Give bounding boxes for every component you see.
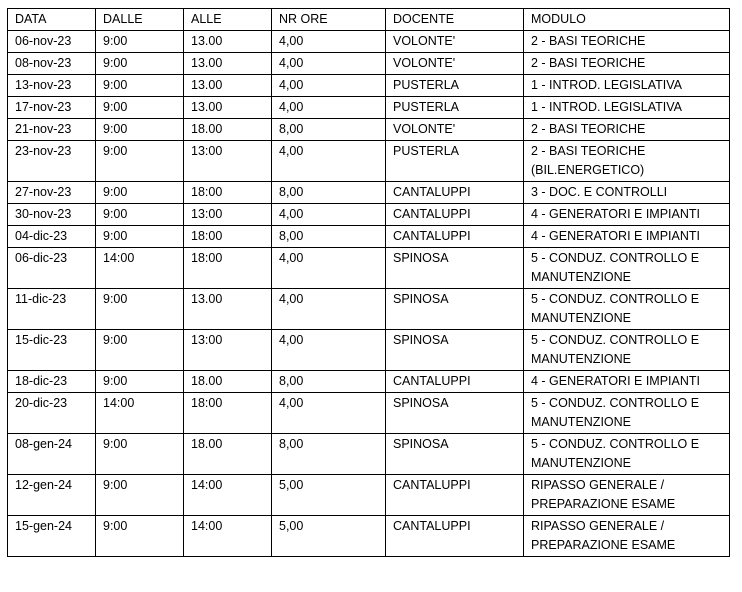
table-row <box>8 141 730 182</box>
cell-data: 08-gen-24 <box>8 434 96 475</box>
cell-nr-ore: 4,00 <box>272 393 386 434</box>
table-row <box>8 248 730 289</box>
table-row <box>8 31 730 53</box>
table-row <box>8 119 730 141</box>
table-row <box>8 75 730 97</box>
cell-dalle: 14:00 <box>96 393 184 434</box>
cell-nr-ore: 4,00 <box>272 75 386 97</box>
cell-modulo: 4 - GENERATORI E IMPIANTI <box>524 371 730 393</box>
cell-docente: CANTALUPPI <box>386 226 524 248</box>
cell-dalle: 9:00 <box>96 434 184 475</box>
cell-docente: SPINOSA <box>386 393 524 434</box>
cell-docente: SPINOSA <box>386 248 524 289</box>
header-modulo: MODULO <box>524 9 730 31</box>
cell-dalle: 9:00 <box>96 31 184 53</box>
table-row <box>8 226 730 248</box>
cell-data: 06-dic-23 <box>8 248 96 289</box>
cell-docente: CANTALUPPI <box>386 516 524 557</box>
header-nr-ore: NR ORE <box>272 9 386 31</box>
cell-modulo: RIPASSO GENERALE / PREPARAZIONE ESAME <box>524 516 730 557</box>
cell-nr-ore: 4,00 <box>272 141 386 182</box>
cell-modulo: 5 - CONDUZ. CONTROLLO E MANUTENZIONE <box>524 393 730 434</box>
cell-data: 06-nov-23 <box>8 31 96 53</box>
cell-alle: 18:00 <box>184 393 272 434</box>
cell-dalle: 9:00 <box>96 330 184 371</box>
cell-alle: 18.00 <box>184 371 272 393</box>
cell-docente: CANTALUPPI <box>386 182 524 204</box>
schedule-table-header <box>8 9 730 31</box>
cell-data: 12-gen-24 <box>8 475 96 516</box>
cell-modulo: 1 - INTROD. LEGISLATIVA <box>524 97 730 119</box>
cell-dalle: 9:00 <box>96 204 184 226</box>
cell-data: 17-nov-23 <box>8 97 96 119</box>
cell-modulo: 4 - GENERATORI E IMPIANTI <box>524 204 730 226</box>
schedule-table-body <box>8 31 730 557</box>
cell-docente: VOLONTE' <box>386 119 524 141</box>
cell-modulo: 5 - CONDUZ. CONTROLLO E MANUTENZIONE <box>524 289 730 330</box>
cell-nr-ore: 8,00 <box>272 226 386 248</box>
cell-dalle: 9:00 <box>96 516 184 557</box>
table-row <box>8 289 730 330</box>
table-row <box>8 475 730 516</box>
cell-nr-ore: 5,00 <box>272 516 386 557</box>
cell-modulo: 5 - CONDUZ. CONTROLLO E MANUTENZIONE <box>524 434 730 475</box>
cell-nr-ore: 8,00 <box>272 434 386 475</box>
cell-data: 15-gen-24 <box>8 516 96 557</box>
cell-modulo: 3 - DOC. E CONTROLLI <box>524 182 730 204</box>
cell-data: 23-nov-23 <box>8 141 96 182</box>
cell-alle: 18:00 <box>184 248 272 289</box>
cell-modulo: 1 - INTROD. LEGISLATIVA <box>524 75 730 97</box>
cell-nr-ore: 4,00 <box>272 31 386 53</box>
header-alle: ALLE <box>184 9 272 31</box>
cell-alle: 13:00 <box>184 204 272 226</box>
cell-alle: 13.00 <box>184 31 272 53</box>
cell-data: 20-dic-23 <box>8 393 96 434</box>
cell-dalle: 9:00 <box>96 53 184 75</box>
table-row <box>8 53 730 75</box>
cell-dalle: 9:00 <box>96 97 184 119</box>
cell-dalle: 9:00 <box>96 141 184 182</box>
header-docente: DOCENTE <box>386 9 524 31</box>
cell-dalle: 9:00 <box>96 75 184 97</box>
cell-dalle: 9:00 <box>96 226 184 248</box>
cell-alle: 13.00 <box>184 97 272 119</box>
header-row <box>8 9 730 31</box>
cell-modulo: 2 - BASI TEORICHE (BIL.ENERGETICO) <box>524 141 730 182</box>
cell-alle: 18.00 <box>184 119 272 141</box>
cell-modulo: 5 - CONDUZ. CONTROLLO E MANUTENZIONE <box>524 248 730 289</box>
cell-alle: 18.00 <box>184 434 272 475</box>
cell-nr-ore: 4,00 <box>272 97 386 119</box>
cell-alle: 13.00 <box>184 53 272 75</box>
cell-nr-ore: 8,00 <box>272 182 386 204</box>
cell-data: 27-nov-23 <box>8 182 96 204</box>
cell-alle: 18:00 <box>184 226 272 248</box>
cell-docente: SPINOSA <box>386 434 524 475</box>
header-data: DATA <box>8 9 96 31</box>
cell-docente: VOLONTE' <box>386 53 524 75</box>
cell-nr-ore: 4,00 <box>272 53 386 75</box>
cell-alle: 14:00 <box>184 516 272 557</box>
cell-data: 04-dic-23 <box>8 226 96 248</box>
cell-data: 08-nov-23 <box>8 53 96 75</box>
cell-modulo: 2 - BASI TEORICHE <box>524 53 730 75</box>
cell-nr-ore: 5,00 <box>272 475 386 516</box>
cell-nr-ore: 4,00 <box>272 204 386 226</box>
cell-alle: 13.00 <box>184 289 272 330</box>
cell-alle: 13:00 <box>184 330 272 371</box>
cell-nr-ore: 4,00 <box>272 248 386 289</box>
header-dalle: DALLE <box>96 9 184 31</box>
cell-docente: PUSTERLA <box>386 75 524 97</box>
cell-nr-ore: 8,00 <box>272 119 386 141</box>
cell-alle: 13:00 <box>184 141 272 182</box>
cell-dalle: 9:00 <box>96 371 184 393</box>
cell-dalle: 9:00 <box>96 475 184 516</box>
table-row <box>8 330 730 371</box>
cell-dalle: 9:00 <box>96 289 184 330</box>
cell-data: 15-dic-23 <box>8 330 96 371</box>
cell-alle: 18:00 <box>184 182 272 204</box>
table-row <box>8 516 730 557</box>
cell-modulo: 5 - CONDUZ. CONTROLLO E MANUTENZIONE <box>524 330 730 371</box>
cell-dalle: 9:00 <box>96 119 184 141</box>
cell-nr-ore: 8,00 <box>272 371 386 393</box>
cell-docente: SPINOSA <box>386 289 524 330</box>
table-row <box>8 182 730 204</box>
cell-modulo: RIPASSO GENERALE / PREPARAZIONE ESAME <box>524 475 730 516</box>
table-row <box>8 434 730 475</box>
table-row <box>8 204 730 226</box>
cell-modulo: 2 - BASI TEORICHE <box>524 119 730 141</box>
table-row <box>8 393 730 434</box>
cell-docente: VOLONTE' <box>386 31 524 53</box>
cell-data: 30-nov-23 <box>8 204 96 226</box>
cell-docente: PUSTERLA <box>386 141 524 182</box>
cell-docente: SPINOSA <box>386 330 524 371</box>
table-row <box>8 97 730 119</box>
table-row <box>8 371 730 393</box>
cell-alle: 13.00 <box>184 75 272 97</box>
cell-data: 18-dic-23 <box>8 371 96 393</box>
cell-docente: CANTALUPPI <box>386 204 524 226</box>
cell-nr-ore: 4,00 <box>272 289 386 330</box>
cell-data: 21-nov-23 <box>8 119 96 141</box>
cell-dalle: 14:00 <box>96 248 184 289</box>
cell-docente: PUSTERLA <box>386 97 524 119</box>
cell-modulo: 4 - GENERATORI E IMPIANTI <box>524 226 730 248</box>
cell-data: 11-dic-23 <box>8 289 96 330</box>
cell-modulo: 2 - BASI TEORICHE <box>524 31 730 53</box>
cell-alle: 14:00 <box>184 475 272 516</box>
cell-docente: CANTALUPPI <box>386 371 524 393</box>
cell-nr-ore: 4,00 <box>272 330 386 371</box>
cell-data: 13-nov-23 <box>8 75 96 97</box>
cell-dalle: 9:00 <box>96 182 184 204</box>
schedule-table <box>7 8 730 557</box>
cell-docente: CANTALUPPI <box>386 475 524 516</box>
